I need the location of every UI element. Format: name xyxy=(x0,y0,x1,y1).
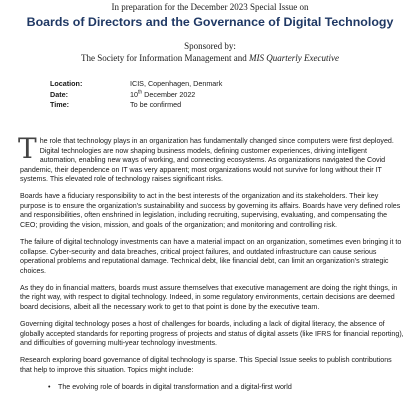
sponsor-block xyxy=(0,40,420,64)
paragraph-assurance: As they do in financial matters, boards must assure themselves that executive management are doing the right things, in the right way, with respect to digital technology. Indeed, in some regulatory environments, certain decisions are deemed board decisions, albeit all the necessary work to get to that point is done by the executive team. xyxy=(20,283,398,311)
sponsors-text: The Society for Information Management and xyxy=(81,53,249,63)
list-item: • The evolving role of boards in digital transformation and a digital-first world xyxy=(48,383,404,393)
topics-list xyxy=(48,383,404,393)
date-label: Date: xyxy=(50,89,68,99)
body-text xyxy=(18,132,404,393)
time-value: To be confirmed xyxy=(130,100,182,110)
sponsored-by-label: Sponsored by: xyxy=(184,41,236,51)
date-value xyxy=(130,90,195,101)
date-rest: December 2022 xyxy=(142,89,196,99)
date-row xyxy=(50,90,222,101)
paragraph-research: Research exploring board governance of digital technology is sparse. This Special Issue seeks to publish contributions that help to improve this situation. Topics might include: xyxy=(20,356,392,374)
drop-cap: T xyxy=(18,132,37,165)
journal-name: MIS Quarterly Executive xyxy=(248,53,339,63)
event-details xyxy=(50,79,222,111)
paragraph-challenges: Governing digital technology poses a host of challenges for boards, including a lack of digital literacy, the absence of globally accepted standards for reporting progress of projects and status of digital assets (like IFRS for financial reporting), and difficulties of governing multi-year technology investments. xyxy=(20,320,404,348)
date-suffix: th xyxy=(138,89,143,96)
paragraph-failure: The failure of digital technology investments can have a material impact on an organization, sometimes even bringing it to collapse. Cyber-security and data breaches, critical project failures, and outdated infrastructure can cause serious operational problems and reputational damage. Technical debt, like financial debt, can limit an organization’s strategic choices. xyxy=(20,238,402,275)
location-row xyxy=(50,79,222,90)
time-row xyxy=(50,100,222,111)
document-title: Boards of Directors and the Governance of Digital Technology xyxy=(26,15,394,29)
location-label: Location: xyxy=(50,79,83,88)
paragraph-boards: Boards have a fiduciary responsibility to act in the best interests of the organization and its stakeholders. Their key purpose is to ensure the organization’s sustainability and success by governing its affairs. Boards have very defined roles and responsibilities, often enshrined in legislation, including recruiting, supervising, evaluating, and compensating the CEO; providing the vision, mission, and goals of the organization; and monitoring and controlling risk. xyxy=(20,192,401,229)
location-value: ICIS, Copenhagen, Denmark xyxy=(130,79,223,88)
time-label: Time: xyxy=(50,100,70,110)
sponsors-line xyxy=(0,52,420,64)
paragraph-intro xyxy=(18,132,404,185)
date-day: 10 xyxy=(130,89,138,99)
paragraph-intro-text: he role that technology plays in an organization has fundamentally changed since computers were first deployed. Digital technologies are now shaping business models, defining customer experiences, driving intelligent automation, enabling new ways of working, and connecting ecosystems. As organizations navigated the Covid pandemic, their dependence on IT was very apparent; most organizations would not survive for long without their IT systems. This elevated role of technology raises significant risks. xyxy=(20,137,394,184)
preparation-line: In preparation for the December 2023 Special Issue on xyxy=(111,2,309,12)
